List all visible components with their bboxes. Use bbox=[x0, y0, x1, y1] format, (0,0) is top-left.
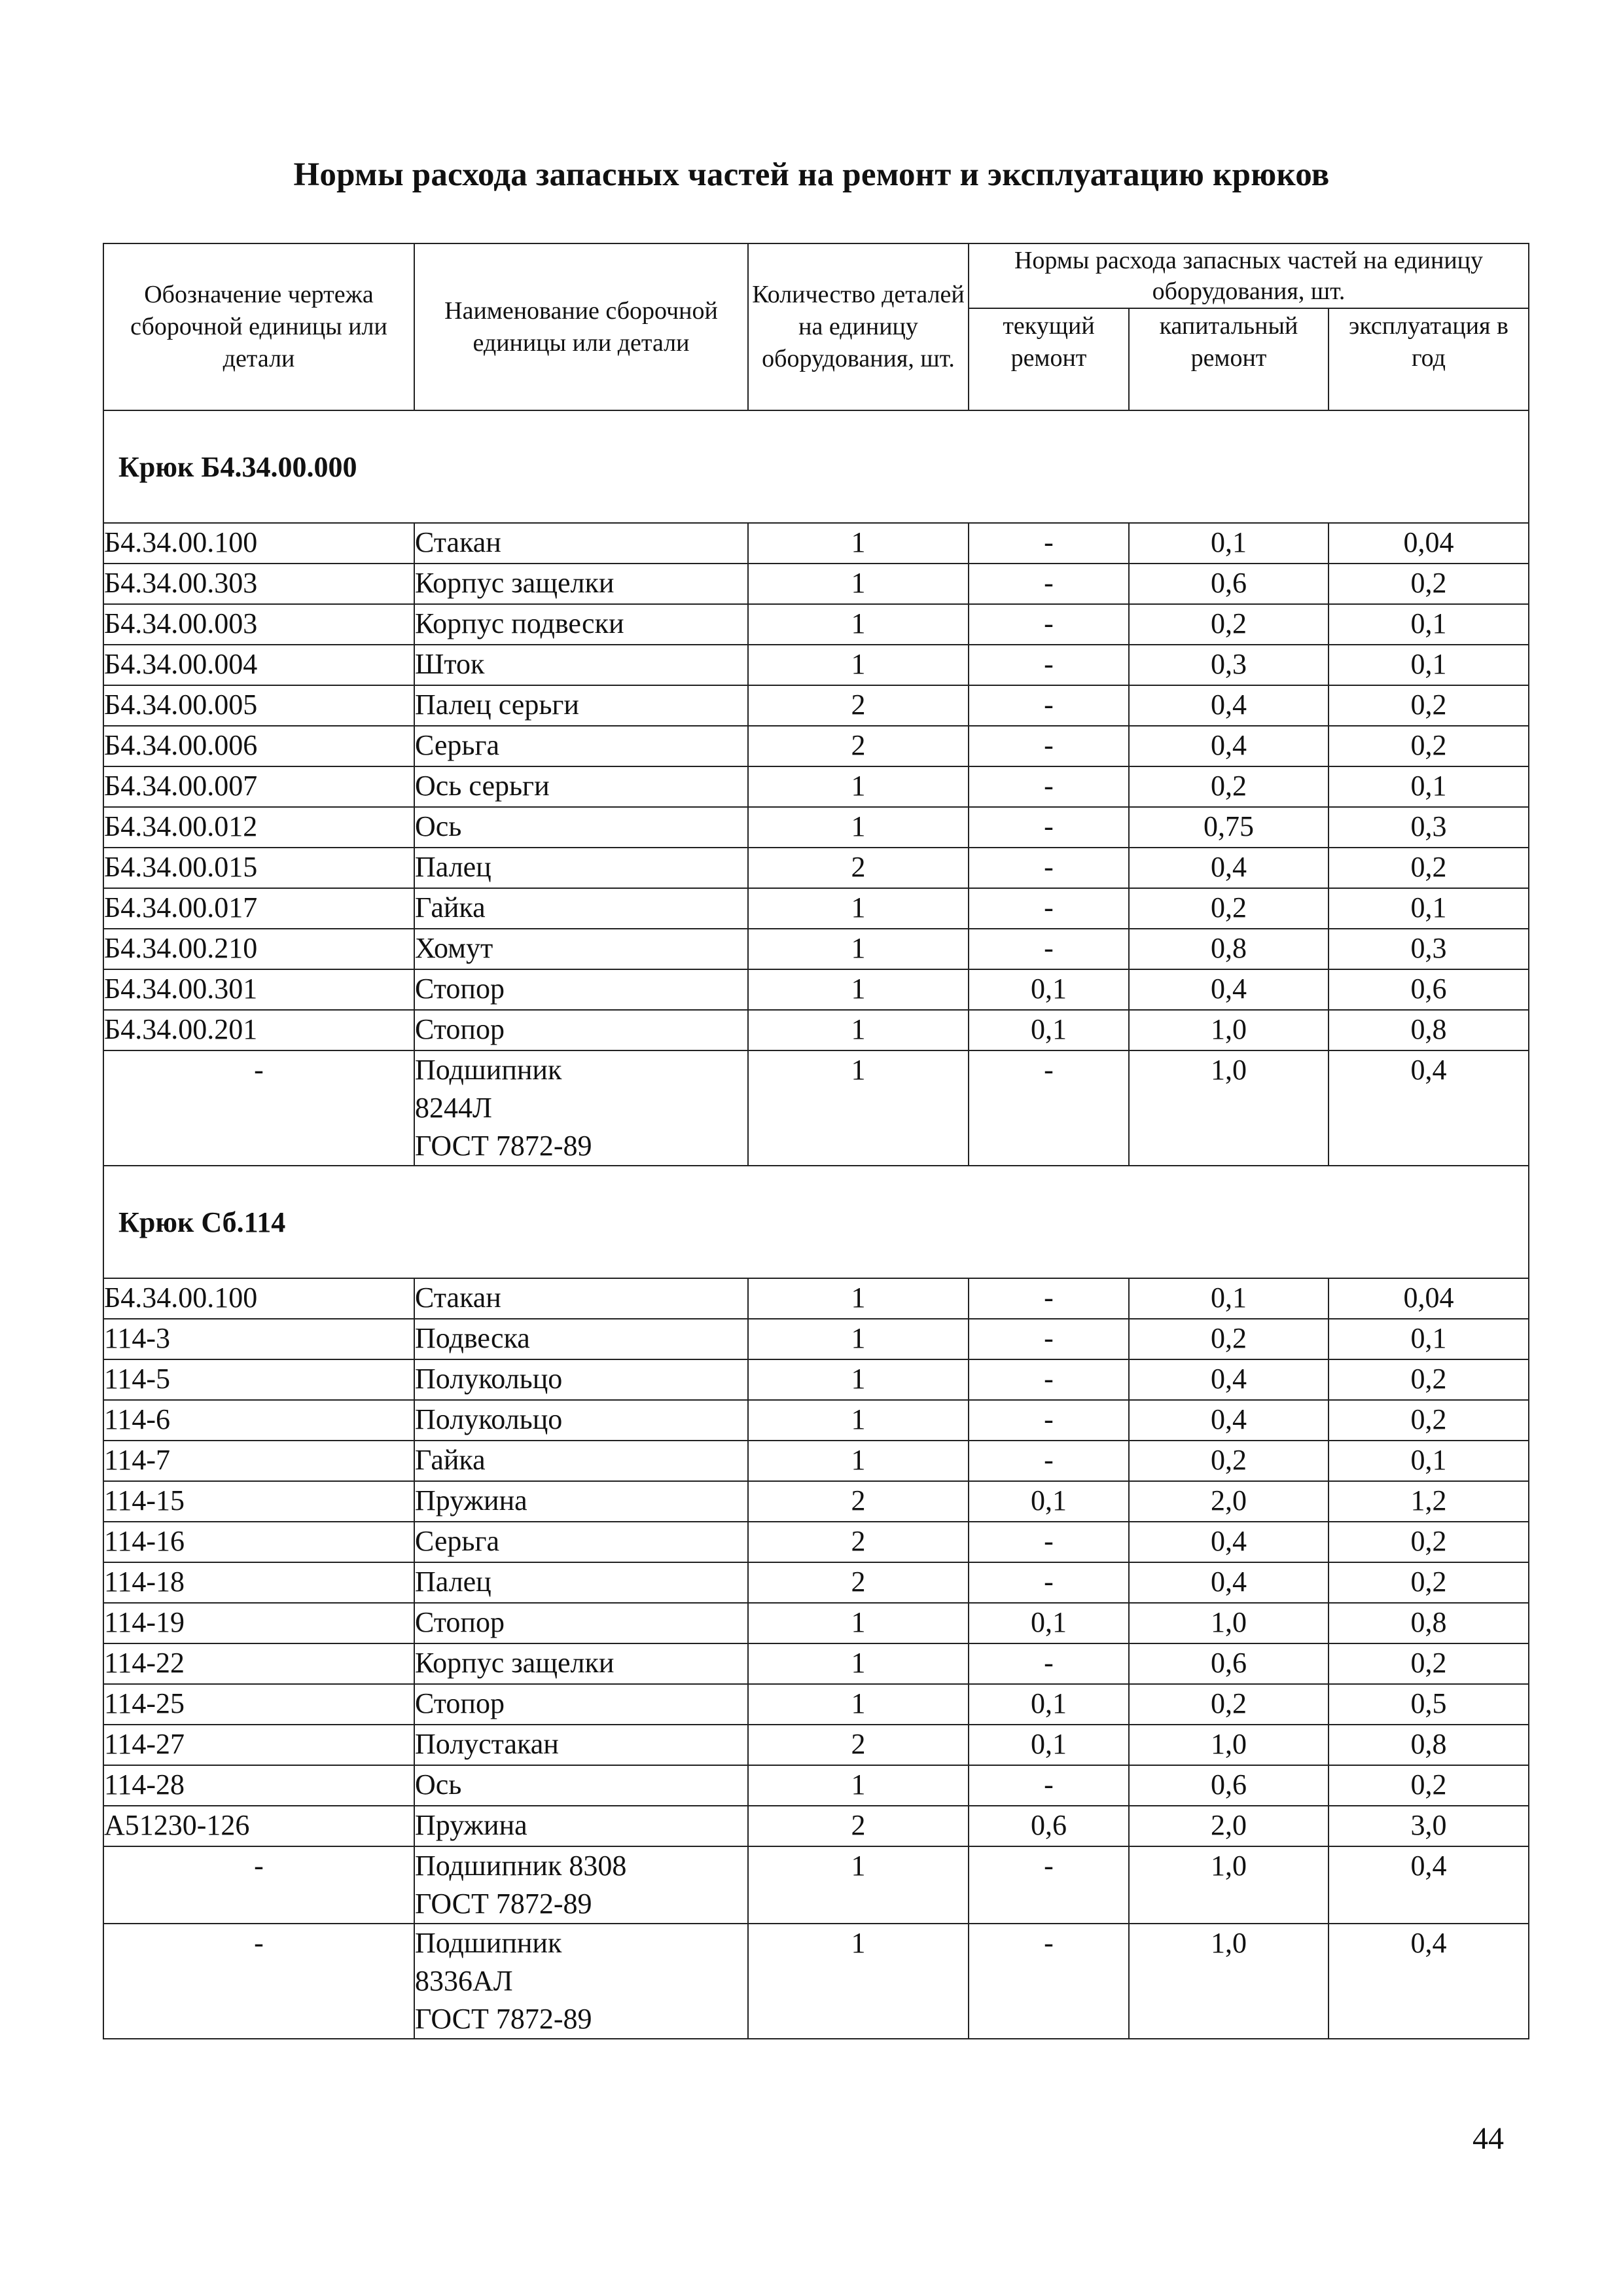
cell-item-name bbox=[414, 1010, 748, 1050]
item-name-line: ГОСТ 7872-89 bbox=[415, 2003, 592, 2035]
cell-item-name bbox=[414, 848, 748, 888]
item-name-line: Стопор bbox=[415, 973, 505, 1005]
cell-major-repair: 1,0 bbox=[1129, 1010, 1329, 1050]
cell-major-repair: 0,4 bbox=[1129, 969, 1329, 1010]
table-row bbox=[103, 645, 1529, 685]
cell-major-repair: 0,2 bbox=[1129, 604, 1329, 645]
cell-item-name bbox=[414, 807, 748, 848]
cell-quantity: 1 bbox=[748, 1050, 969, 1166]
cell-quantity: 1 bbox=[748, 1765, 969, 1806]
cell-major-repair: 0,6 bbox=[1129, 1765, 1329, 1806]
cell-current-repair: - bbox=[969, 929, 1129, 969]
cell-drawing-code: Б4.34.00.017 bbox=[103, 888, 414, 929]
cell-drawing-code: 114-27 bbox=[103, 1725, 414, 1765]
item-name-line: Пружина bbox=[415, 1809, 527, 1841]
cell-item-name bbox=[414, 1924, 748, 2039]
header-quantity-per-unit: Количество деталей на единицу оборудования, шт. bbox=[748, 243, 969, 410]
table-row bbox=[103, 929, 1529, 969]
cell-annual-operation: 0,1 bbox=[1329, 1319, 1529, 1359]
cell-annual-operation: 0,3 bbox=[1329, 929, 1529, 969]
cell-drawing-code: 114-28 bbox=[103, 1765, 414, 1806]
item-name-line: Подшипник bbox=[415, 1054, 562, 1086]
cell-quantity: 1 bbox=[748, 1643, 969, 1684]
cell-quantity: 2 bbox=[748, 1725, 969, 1765]
cell-current-repair: - bbox=[969, 1643, 1129, 1684]
cell-current-repair: - bbox=[969, 848, 1129, 888]
cell-drawing-code: Б4.34.00.210 bbox=[103, 929, 414, 969]
item-name-line: Серьга bbox=[415, 729, 500, 761]
cell-annual-operation: 0,2 bbox=[1329, 1643, 1529, 1684]
item-name-line: Стопор bbox=[415, 1606, 505, 1638]
table-row bbox=[103, 766, 1529, 807]
cell-quantity: 1 bbox=[748, 766, 969, 807]
spare-parts-norms-table bbox=[103, 243, 1529, 2039]
table-row bbox=[103, 969, 1529, 1010]
cell-quantity: 1 bbox=[748, 1010, 969, 1050]
cell-quantity: 2 bbox=[748, 1481, 969, 1522]
cell-major-repair: 0,4 bbox=[1129, 1359, 1329, 1400]
cell-major-repair: 0,4 bbox=[1129, 685, 1329, 726]
cell-current-repair: 0,1 bbox=[969, 969, 1129, 1010]
cell-current-repair: - bbox=[969, 645, 1129, 685]
cell-item-name bbox=[414, 604, 748, 645]
cell-current-repair: - bbox=[969, 604, 1129, 645]
cell-annual-operation: 0,2 bbox=[1329, 685, 1529, 726]
table-row bbox=[103, 1924, 1529, 2039]
cell-annual-operation: 0,04 bbox=[1329, 1278, 1529, 1319]
cell-item-name bbox=[414, 766, 748, 807]
cell-current-repair: - bbox=[969, 1924, 1129, 2039]
cell-quantity: 2 bbox=[748, 1806, 969, 1846]
table-row bbox=[103, 1050, 1529, 1166]
item-name-line: Корпус защелки bbox=[415, 567, 615, 599]
item-name-line: Палец bbox=[415, 851, 491, 883]
cell-current-repair: - bbox=[969, 1441, 1129, 1481]
cell-item-name bbox=[414, 1846, 748, 1924]
header-consumption-norms-group: Нормы расхода запасных частей на единицу оборудования, шт. bbox=[969, 243, 1529, 308]
header-major-repair: капитальный ремонт bbox=[1129, 308, 1329, 410]
cell-item-name bbox=[414, 969, 748, 1010]
cell-quantity: 2 bbox=[748, 848, 969, 888]
cell-current-repair: 0,6 bbox=[969, 1806, 1129, 1846]
cell-annual-operation: 0,2 bbox=[1329, 564, 1529, 604]
cell-quantity: 1 bbox=[748, 807, 969, 848]
cell-drawing-code: 114-3 bbox=[103, 1319, 414, 1359]
cell-major-repair: 1,0 bbox=[1129, 1846, 1329, 1924]
cell-quantity: 2 bbox=[748, 685, 969, 726]
cell-item-name bbox=[414, 726, 748, 766]
section-label: Крюк Сб.114 bbox=[103, 1166, 1529, 1278]
cell-current-repair: - bbox=[969, 1562, 1129, 1603]
cell-drawing-code: Б4.34.00.100 bbox=[103, 1278, 414, 1319]
item-name-line: Стакан bbox=[415, 1282, 501, 1314]
cell-major-repair: 0,2 bbox=[1129, 1684, 1329, 1725]
header-current-repair: текущий ремонт bbox=[969, 308, 1129, 410]
cell-current-repair: - bbox=[969, 1846, 1129, 1924]
cell-quantity: 2 bbox=[748, 1522, 969, 1562]
cell-annual-operation: 0,4 bbox=[1329, 1924, 1529, 2039]
item-name-line: Подшипник 8308 bbox=[415, 1850, 627, 1882]
cell-annual-operation: 0,2 bbox=[1329, 1400, 1529, 1441]
table-row bbox=[103, 1603, 1529, 1643]
cell-drawing-code: 114-7 bbox=[103, 1441, 414, 1481]
cell-annual-operation: 0,1 bbox=[1329, 604, 1529, 645]
cell-major-repair: 1,0 bbox=[1129, 1603, 1329, 1643]
cell-annual-operation: 1,2 bbox=[1329, 1481, 1529, 1522]
cell-current-repair: 0,1 bbox=[969, 1684, 1129, 1725]
cell-major-repair: 1,0 bbox=[1129, 1725, 1329, 1765]
cell-annual-operation: 3,0 bbox=[1329, 1806, 1529, 1846]
table-row bbox=[103, 685, 1529, 726]
item-name-line: Полустакан bbox=[415, 1728, 559, 1760]
table-row bbox=[103, 1441, 1529, 1481]
cell-annual-operation: 0,1 bbox=[1329, 1441, 1529, 1481]
cell-annual-operation: 0,1 bbox=[1329, 766, 1529, 807]
cell-quantity: 1 bbox=[748, 564, 969, 604]
cell-quantity: 1 bbox=[748, 1846, 969, 1924]
table-row bbox=[103, 1400, 1529, 1441]
cell-current-repair: - bbox=[969, 1765, 1129, 1806]
cell-major-repair: 0,4 bbox=[1129, 1522, 1329, 1562]
cell-major-repair: 2,0 bbox=[1129, 1806, 1329, 1846]
cell-quantity: 1 bbox=[748, 523, 969, 564]
cell-quantity: 1 bbox=[748, 1400, 969, 1441]
cell-annual-operation: 0,1 bbox=[1329, 645, 1529, 685]
item-name-line: Гайка bbox=[415, 891, 486, 924]
cell-annual-operation: 0,04 bbox=[1329, 523, 1529, 564]
item-name-line: Корпус подвески bbox=[415, 607, 624, 639]
table-row bbox=[103, 888, 1529, 929]
cell-drawing-code: Б4.34.00.201 bbox=[103, 1010, 414, 1050]
item-name-line: Подшипник bbox=[415, 1927, 562, 1959]
cell-current-repair: - bbox=[969, 564, 1129, 604]
cell-drawing-code: - bbox=[103, 1924, 414, 2039]
cell-item-name bbox=[414, 1603, 748, 1643]
cell-item-name bbox=[414, 1481, 748, 1522]
cell-drawing-code: Б4.34.00.005 bbox=[103, 685, 414, 726]
cell-drawing-code: А51230-126 bbox=[103, 1806, 414, 1846]
item-name-line: Палец bbox=[415, 1566, 491, 1598]
table-row bbox=[103, 564, 1529, 604]
cell-annual-operation: 0,6 bbox=[1329, 969, 1529, 1010]
cell-drawing-code: - bbox=[103, 1050, 414, 1166]
cell-item-name bbox=[414, 523, 748, 564]
cell-major-repair: 1,0 bbox=[1129, 1050, 1329, 1166]
cell-item-name bbox=[414, 1562, 748, 1603]
cell-item-name bbox=[414, 1359, 748, 1400]
cell-current-repair: 0,1 bbox=[969, 1010, 1129, 1050]
cell-current-repair: - bbox=[969, 766, 1129, 807]
cell-item-name bbox=[414, 1441, 748, 1481]
cell-current-repair: - bbox=[969, 726, 1129, 766]
table-row bbox=[103, 1643, 1529, 1684]
cell-annual-operation: 0,5 bbox=[1329, 1684, 1529, 1725]
cell-annual-operation: 0,2 bbox=[1329, 1562, 1529, 1603]
cell-major-repair: 0,1 bbox=[1129, 1278, 1329, 1319]
cell-current-repair: - bbox=[969, 1050, 1129, 1166]
item-name-line: Стакан bbox=[415, 526, 501, 558]
cell-drawing-code: Б4.34.00.004 bbox=[103, 645, 414, 685]
cell-drawing-code: 114-19 bbox=[103, 1603, 414, 1643]
cell-item-name bbox=[414, 1643, 748, 1684]
cell-item-name bbox=[414, 1725, 748, 1765]
cell-current-repair: - bbox=[969, 1400, 1129, 1441]
item-name-line: Палец серьги bbox=[415, 689, 579, 721]
cell-drawing-code: 114-5 bbox=[103, 1359, 414, 1400]
cell-item-name bbox=[414, 1806, 748, 1846]
cell-drawing-code: Б4.34.00.301 bbox=[103, 969, 414, 1010]
cell-major-repair: 0,6 bbox=[1129, 564, 1329, 604]
item-name-line: Серьга bbox=[415, 1525, 500, 1557]
cell-annual-operation: 0,4 bbox=[1329, 1050, 1529, 1166]
cell-drawing-code: Б4.34.00.003 bbox=[103, 604, 414, 645]
table-row bbox=[103, 1481, 1529, 1522]
cell-item-name bbox=[414, 929, 748, 969]
header-annual-operation: эксплуатация в год bbox=[1329, 308, 1529, 410]
cell-current-repair: - bbox=[969, 1522, 1129, 1562]
item-name-line: Шток bbox=[415, 648, 485, 680]
cell-item-name bbox=[414, 1400, 748, 1441]
header-drawing-designation: Обозначение чертежа сборочной единицы или детали bbox=[103, 243, 414, 410]
item-name-line: Полукольцо bbox=[415, 1363, 563, 1395]
cell-major-repair: 2,0 bbox=[1129, 1481, 1329, 1522]
item-name-line: Корпус защелки bbox=[415, 1647, 615, 1679]
cell-major-repair: 0,4 bbox=[1129, 1400, 1329, 1441]
cell-item-name bbox=[414, 1278, 748, 1319]
cell-annual-operation: 0,2 bbox=[1329, 1359, 1529, 1400]
cell-current-repair: 0,1 bbox=[969, 1603, 1129, 1643]
cell-annual-operation: 0,3 bbox=[1329, 807, 1529, 848]
item-name-line: Хомут bbox=[415, 932, 493, 964]
table-row bbox=[103, 1010, 1529, 1050]
cell-quantity: 1 bbox=[748, 1603, 969, 1643]
section-row bbox=[103, 1166, 1529, 1278]
table-row bbox=[103, 604, 1529, 645]
cell-major-repair: 0,2 bbox=[1129, 1441, 1329, 1481]
cell-quantity: 1 bbox=[748, 1924, 969, 2039]
item-name-line: Ось bbox=[415, 810, 462, 842]
table-row bbox=[103, 1562, 1529, 1603]
cell-item-name bbox=[414, 645, 748, 685]
cell-drawing-code: Б4.34.00.100 bbox=[103, 523, 414, 564]
cell-quantity: 1 bbox=[748, 645, 969, 685]
cell-major-repair: 0,2 bbox=[1129, 1319, 1329, 1359]
item-name-line: ГОСТ 7872-89 bbox=[415, 1888, 592, 1920]
cell-quantity: 1 bbox=[748, 1319, 969, 1359]
table-row bbox=[103, 726, 1529, 766]
item-name-line: Гайка bbox=[415, 1444, 486, 1476]
cell-annual-operation: 0,2 bbox=[1329, 1765, 1529, 1806]
cell-item-name bbox=[414, 685, 748, 726]
cell-major-repair: 1,0 bbox=[1129, 1924, 1329, 2039]
cell-item-name bbox=[414, 1765, 748, 1806]
cell-drawing-code: Б4.34.00.006 bbox=[103, 726, 414, 766]
cell-major-repair: 0,8 bbox=[1129, 929, 1329, 969]
cell-current-repair: 0,1 bbox=[969, 1481, 1129, 1522]
cell-drawing-code: 114-15 bbox=[103, 1481, 414, 1522]
cell-current-repair: - bbox=[969, 1359, 1129, 1400]
table-row bbox=[103, 1846, 1529, 1924]
cell-major-repair: 0,75 bbox=[1129, 807, 1329, 848]
cell-annual-operation: 0,2 bbox=[1329, 1522, 1529, 1562]
section-label: Крюк Б4.34.00.000 bbox=[103, 410, 1529, 523]
cell-quantity: 1 bbox=[748, 1441, 969, 1481]
cell-drawing-code: Б4.34.00.303 bbox=[103, 564, 414, 604]
header-item-name: Наименование сборочной единицы или детали bbox=[414, 243, 748, 410]
item-name-line: Ось bbox=[415, 1768, 462, 1801]
cell-annual-operation: 0,1 bbox=[1329, 888, 1529, 929]
table-row bbox=[103, 1359, 1529, 1400]
cell-drawing-code: Б4.34.00.015 bbox=[103, 848, 414, 888]
item-name-line: ГОСТ 7872-89 bbox=[415, 1130, 592, 1162]
cell-item-name bbox=[414, 564, 748, 604]
section-row bbox=[103, 410, 1529, 523]
item-name-line: Стопор bbox=[415, 1013, 505, 1045]
item-name-line: 8244Л bbox=[415, 1092, 492, 1124]
cell-drawing-code: Б4.34.00.012 bbox=[103, 807, 414, 848]
item-name-line: Подвеска bbox=[415, 1322, 530, 1354]
cell-current-repair: 0,1 bbox=[969, 1725, 1129, 1765]
table-row bbox=[103, 1278, 1529, 1319]
cell-item-name bbox=[414, 1050, 748, 1166]
cell-drawing-code: 114-25 bbox=[103, 1684, 414, 1725]
table-row bbox=[103, 1725, 1529, 1765]
table-row bbox=[103, 1684, 1529, 1725]
cell-major-repair: 0,4 bbox=[1129, 848, 1329, 888]
cell-quantity: 1 bbox=[748, 929, 969, 969]
item-name-line: Пружина bbox=[415, 1484, 527, 1516]
cell-item-name bbox=[414, 888, 748, 929]
table-row bbox=[103, 523, 1529, 564]
item-name-line: Ось серьги bbox=[415, 770, 550, 802]
table-row bbox=[103, 1765, 1529, 1806]
cell-quantity: 2 bbox=[748, 726, 969, 766]
cell-major-repair: 0,3 bbox=[1129, 645, 1329, 685]
cell-item-name bbox=[414, 1319, 748, 1359]
page-number: 44 bbox=[1472, 2121, 1504, 2156]
cell-annual-operation: 0,8 bbox=[1329, 1603, 1529, 1643]
table-row bbox=[103, 1806, 1529, 1846]
cell-current-repair: - bbox=[969, 1319, 1129, 1359]
item-name-line: Полукольцо bbox=[415, 1403, 563, 1435]
table-row bbox=[103, 848, 1529, 888]
cell-quantity: 2 bbox=[748, 1562, 969, 1603]
cell-quantity: 1 bbox=[748, 604, 969, 645]
cell-major-repair: 0,1 bbox=[1129, 523, 1329, 564]
table-row bbox=[103, 1319, 1529, 1359]
cell-item-name bbox=[414, 1684, 748, 1725]
cell-major-repair: 0,2 bbox=[1129, 888, 1329, 929]
cell-major-repair: 0,4 bbox=[1129, 726, 1329, 766]
cell-annual-operation: 0,2 bbox=[1329, 726, 1529, 766]
cell-quantity: 1 bbox=[748, 888, 969, 929]
cell-current-repair: - bbox=[969, 807, 1129, 848]
cell-drawing-code: 114-22 bbox=[103, 1643, 414, 1684]
cell-drawing-code: Б4.34.00.007 bbox=[103, 766, 414, 807]
cell-quantity: 1 bbox=[748, 1684, 969, 1725]
item-name-line: Стопор bbox=[415, 1687, 505, 1719]
item-name-line: 8336АЛ bbox=[415, 1965, 513, 1997]
cell-quantity: 1 bbox=[748, 1359, 969, 1400]
cell-quantity: 1 bbox=[748, 1278, 969, 1319]
table-row bbox=[103, 1522, 1529, 1562]
cell-annual-operation: 0,2 bbox=[1329, 848, 1529, 888]
cell-quantity: 1 bbox=[748, 969, 969, 1010]
cell-annual-operation: 0,4 bbox=[1329, 1846, 1529, 1924]
cell-current-repair: - bbox=[969, 685, 1129, 726]
cell-major-repair: 0,2 bbox=[1129, 766, 1329, 807]
cell-drawing-code: 114-16 bbox=[103, 1522, 414, 1562]
table-row bbox=[103, 807, 1529, 848]
cell-annual-operation: 0,8 bbox=[1329, 1010, 1529, 1050]
cell-annual-operation: 0,8 bbox=[1329, 1725, 1529, 1765]
page-title: Нормы расхода запасных частей на ремонт и эксплуатацию крюков bbox=[293, 156, 1330, 193]
cell-current-repair: - bbox=[969, 1278, 1129, 1319]
cell-major-repair: 0,6 bbox=[1129, 1643, 1329, 1684]
cell-drawing-code: 114-18 bbox=[103, 1562, 414, 1603]
cell-current-repair: - bbox=[969, 888, 1129, 929]
cell-current-repair: - bbox=[969, 523, 1129, 564]
cell-major-repair: 0,4 bbox=[1129, 1562, 1329, 1603]
cell-item-name bbox=[414, 1522, 748, 1562]
cell-drawing-code: 114-6 bbox=[103, 1400, 414, 1441]
cell-drawing-code: - bbox=[103, 1846, 414, 1924]
